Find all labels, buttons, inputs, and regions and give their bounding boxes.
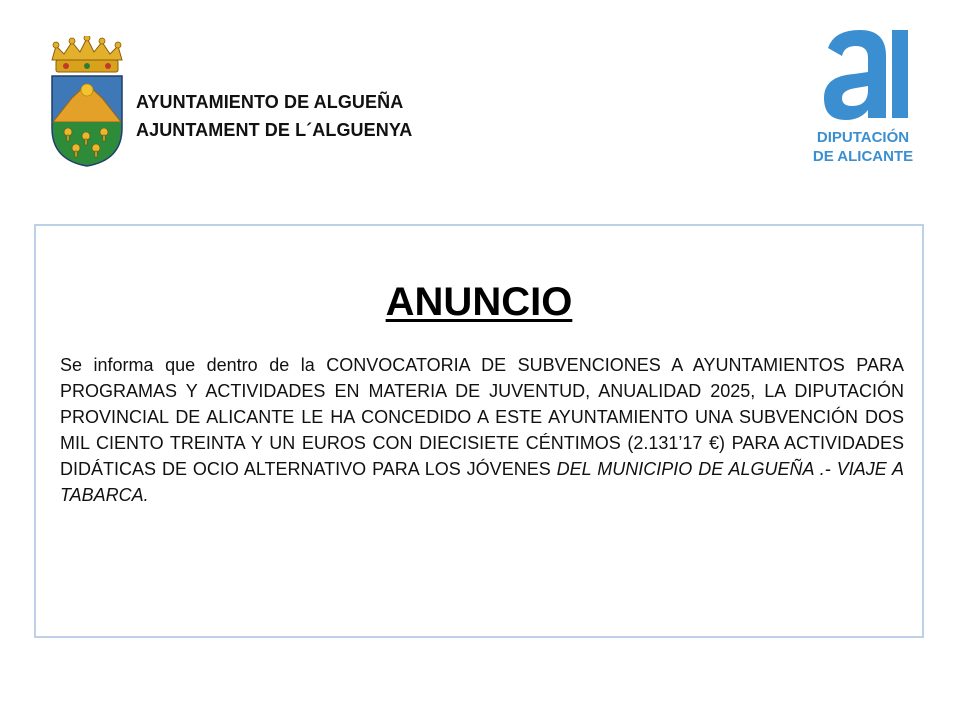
notice-title-text: ANUNCIO [385, 280, 573, 324]
council-name-spanish: AYUNTAMIENTO DE ALGUEÑA [136, 92, 404, 112]
notice-body-italic: DEL MUNICIPIO DE ALGUEÑA .- VIAJE A TABARCA. [60, 459, 904, 505]
diputacion-logo [800, 26, 926, 170]
page-header [0, 0, 960, 200]
notice-body-main: Se informa que dentro de la CONVOCATORIA DE SUBVENCIONES A AYUNTAMIENTOS PARA PROGRAMAS Y ACTIVIDADES EN MATERIA DE JUVENTUD, ANUALIDAD 2025, LA DIPUTACIÓN PROVINCIAL DE ALICANTE LE HA CONCEDIDO A ESTE AYUNTAMIENTO UNA SUBVENCIÓN DOS MIL CIENTO TREINTA Y UN EUROS CON DIECISIETE CÉNTIMOS (2.131’17 €) PARA ACTIVIDADES DIDÁTICAS DE OCIO ALTERNATIVO PARA LOS JÓVENES [60, 355, 904, 479]
notice-box [34, 224, 924, 638]
council-name-valencian: AJUNTAMENT DE L´ALGUENYA [136, 120, 413, 140]
notice-body [60, 352, 904, 508]
diputacion-line-2: DE ALICANTE [812, 148, 914, 165]
notice-title [36, 276, 922, 328]
diputacion-line-1: DIPUTACIÓN [816, 129, 910, 146]
council-names [136, 88, 412, 144]
municipal-coat-of-arms-icon [42, 36, 132, 168]
diputacion-a-logo-icon [800, 26, 926, 126]
